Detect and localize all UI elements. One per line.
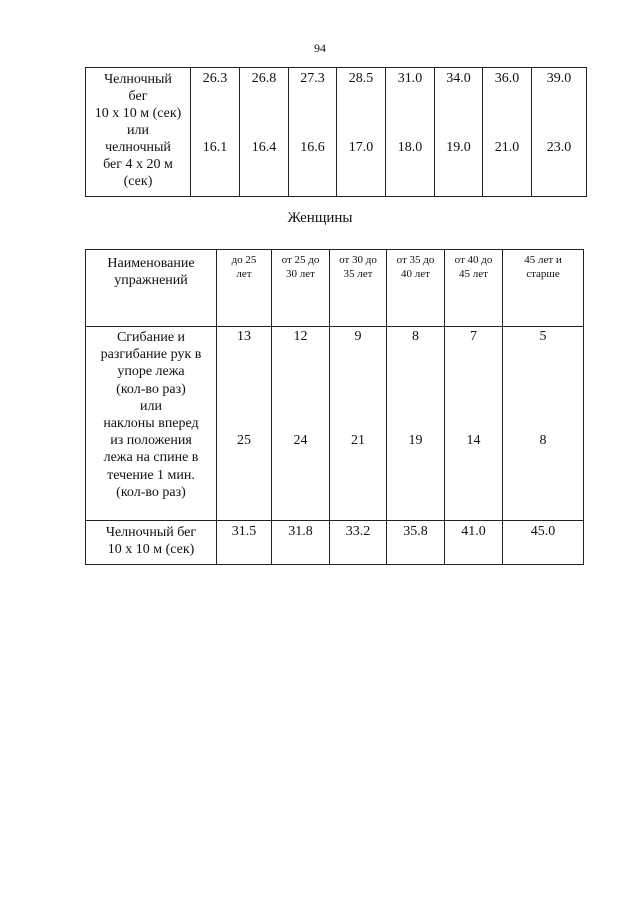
- women-section-title: Женщины: [287, 210, 353, 226]
- header-age-line: до 25: [231, 254, 257, 266]
- shuttle-value: 33.2: [330, 521, 387, 565]
- value-cell: [240, 68, 289, 197]
- exercise-name-line: (сек): [123, 174, 153, 189]
- value-10x10: 26.8: [251, 71, 277, 86]
- value-4x20: 23.0: [546, 140, 572, 155]
- pushups-value: 8: [412, 329, 419, 344]
- value-10x10: 26.3: [202, 71, 228, 86]
- shuttle-value: 31.5: [217, 521, 272, 565]
- header-age-line: 40 лет: [401, 268, 430, 280]
- value-cell: [435, 68, 483, 197]
- table-row: [86, 521, 584, 565]
- header-age-column: [445, 250, 503, 327]
- exercise-name-line: бег: [128, 89, 148, 104]
- header-age-column: [272, 250, 330, 327]
- value-4x20: 21.0: [494, 140, 520, 155]
- header-age-line: от 35 до: [396, 254, 435, 266]
- header-age-column: [387, 250, 445, 327]
- value-10x10: 34.0: [446, 71, 471, 86]
- shuttle-value: 35.8: [387, 521, 445, 565]
- page-number: 94: [314, 41, 326, 55]
- exercise-name-line: 10 х 10 м (сек): [94, 106, 182, 121]
- table-row: [86, 68, 587, 197]
- situps-value: 25: [237, 433, 251, 448]
- exercise-name-cell: [86, 521, 217, 565]
- exercise-name-line: бег 4 х 20 м: [103, 157, 173, 172]
- exercise-name-line: Челночный бег: [105, 525, 197, 540]
- header-age-line: старше: [526, 268, 560, 280]
- exercise-name-cell: [86, 68, 191, 197]
- exercise-name-line: упоре лежа: [117, 364, 185, 380]
- header-age-line: лет: [236, 268, 252, 280]
- exercise-name-line: Сгибание и: [116, 330, 186, 345]
- value-cell: [532, 68, 587, 197]
- exercise-name-line: лежа на спине в: [103, 450, 199, 466]
- situps-value: 24: [293, 433, 308, 448]
- value-cell: [386, 68, 435, 197]
- value-cell: [272, 327, 330, 521]
- exercise-name-line: наклоны вперед: [103, 416, 199, 432]
- table-row: [86, 327, 584, 521]
- value-cell: [387, 327, 445, 521]
- header-age-line: 30 лет: [286, 268, 315, 280]
- situps-value: 19: [408, 433, 423, 448]
- pushups-value: 12: [293, 329, 308, 344]
- exercise-name-line: Челночный: [104, 72, 172, 87]
- shuttle-value: 41.0: [445, 521, 503, 565]
- header-age-column: [503, 250, 584, 327]
- shuttle-value: 31.8: [272, 521, 330, 565]
- header-age-column: [217, 250, 272, 327]
- pushups-value: 5: [539, 329, 547, 344]
- women-standards-table: [85, 249, 584, 565]
- value-10x10: 36.0: [494, 71, 520, 86]
- value-cell: [217, 327, 272, 521]
- value-cell: [191, 68, 240, 197]
- value-10x10: 27.3: [300, 71, 325, 86]
- pushups-value: 9: [354, 329, 362, 344]
- value-4x20: 16.6: [300, 140, 325, 155]
- header-exercise-name: [86, 250, 217, 327]
- value-cell: [289, 68, 337, 197]
- value-cell: [337, 68, 386, 197]
- value-cell: [330, 327, 387, 521]
- exercise-name-line: челночный: [105, 140, 171, 155]
- header-age-line: 45 лет и: [524, 254, 562, 266]
- value-4x20: 16.1: [202, 140, 228, 155]
- header-age-line: от 40 до: [454, 254, 493, 266]
- exercise-name-line: разгибание рук в: [100, 347, 202, 363]
- exercise-name-line: или: [140, 398, 162, 414]
- exercise-name-line: из положения: [110, 433, 192, 449]
- value-10x10: 28.5: [348, 71, 374, 86]
- value-4x20: 16.4: [251, 140, 277, 155]
- table-header-row: [86, 250, 584, 327]
- exercise-name-line: или: [127, 123, 149, 138]
- value-4x20: 17.0: [348, 140, 374, 155]
- header-age-column: [330, 250, 387, 327]
- situps-value: 8: [539, 433, 547, 448]
- situps-value: 14: [466, 433, 481, 448]
- men-continuation-table: [85, 67, 587, 197]
- value-cell: [445, 327, 503, 521]
- header-age-line: от 25 до: [281, 254, 320, 266]
- header-name-line: Наименование: [107, 256, 195, 271]
- exercise-name-line: (кол-во раз): [116, 484, 186, 500]
- exercise-name-line: 10 х 10 м (сек): [107, 542, 195, 557]
- header-name-line: упражнений: [114, 273, 188, 288]
- exercise-name-line: (кол-во раз): [116, 381, 186, 397]
- value-4x20: 18.0: [397, 140, 423, 155]
- exercise-name-line: течение 1 мин.: [107, 467, 195, 483]
- value-cell: [483, 68, 532, 197]
- header-age-line: 45 лет: [459, 268, 488, 280]
- value-10x10: 39.0: [546, 71, 572, 86]
- value-10x10: 31.0: [397, 71, 423, 86]
- pushups-value: 7: [470, 329, 477, 344]
- header-age-line: от 30 до: [339, 254, 377, 266]
- value-cell: [503, 327, 584, 521]
- exercise-name-cell: [86, 327, 217, 521]
- header-age-line: 35 лет: [343, 268, 373, 280]
- situps-value: 21: [351, 433, 365, 448]
- value-4x20: 19.0: [446, 140, 471, 155]
- pushups-value: 13: [237, 329, 251, 344]
- shuttle-value: 45.0: [503, 521, 584, 565]
